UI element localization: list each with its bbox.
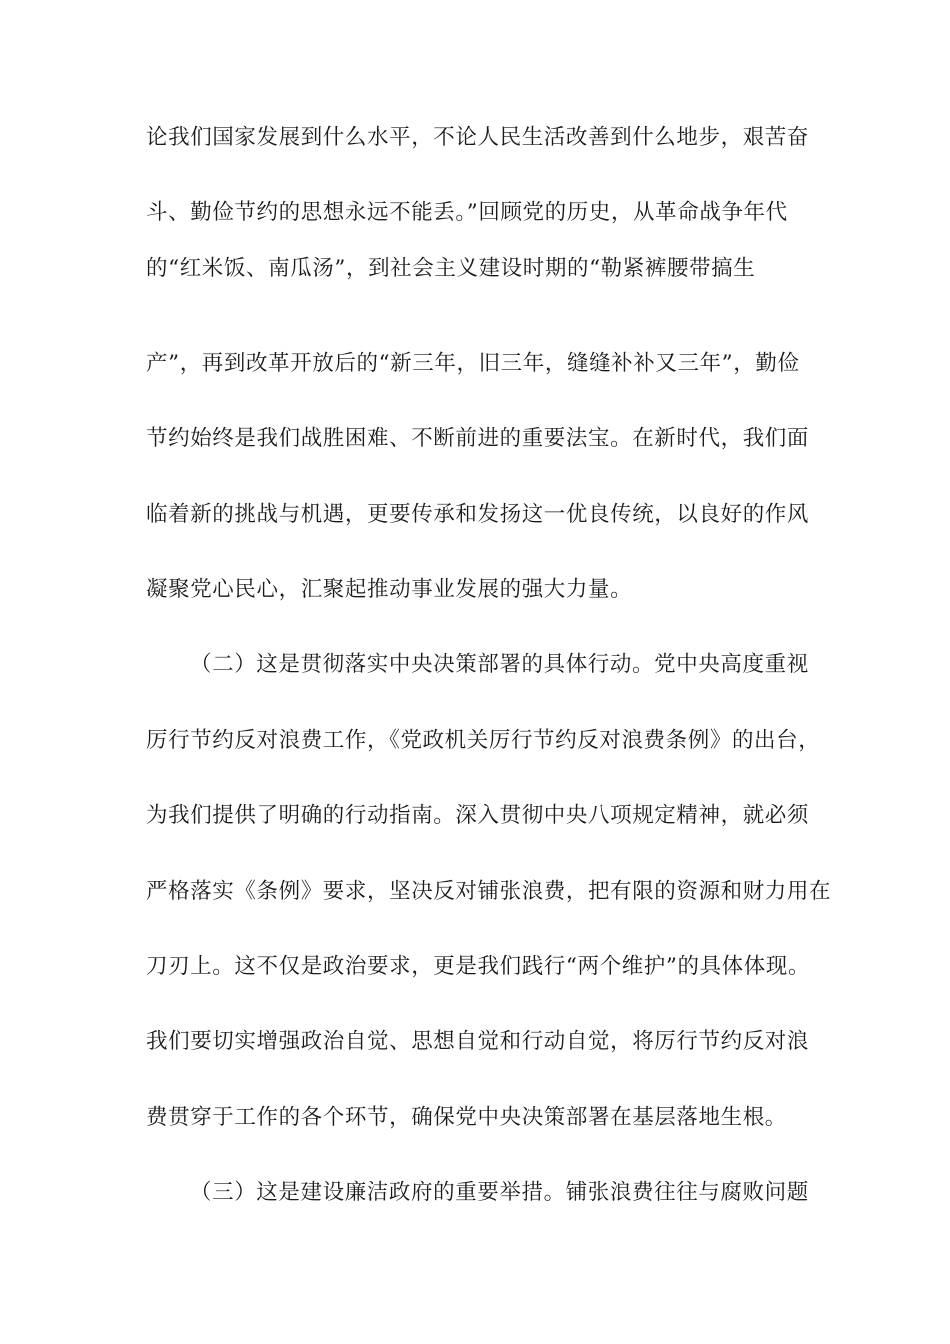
text-line-11: 严格落实《条例》要求，坚决反对铺张浪费，把有限的资源和财力用在 bbox=[146, 879, 832, 904]
text-line-4: 产”，再到改革开放后的“新三年，旧三年，缝缝补补又三年”，勤俭 bbox=[146, 351, 800, 376]
text-line-14: 费贯穿于工作的各个环节，确保党中央决策部署在基层落地生根。 bbox=[146, 1105, 787, 1130]
text-line-12: 刀刃上。这不仅是政治要求，更是我们践行“两个维护”的具体体现。 bbox=[146, 954, 811, 979]
paragraph-3-first-line: （三）这是建设廉洁政府的重要举措。铺张浪费往往与腐败问题 bbox=[190, 1180, 809, 1205]
text-line-7: 凝聚党心民心，汇聚起推动事业发展的强大力量。 bbox=[146, 577, 633, 602]
text-line-1: 论我们国家发展到什么水平，不论人民生活改善到什么地步，艰苦奋 bbox=[146, 125, 810, 150]
text-line-2: 斗、勤俭节约的思想永远不能丢。”回顾党的历史，从革命战争年代 bbox=[146, 200, 788, 225]
text-line-13: 我们要切实增强政治自觉、思想自觉和行动自觉，将厉行节约反对浪 bbox=[146, 1029, 810, 1054]
text-line-9: 厉行节约反对浪费工作，《党政机关厉行节约反对浪费条例》的出台， bbox=[146, 728, 821, 753]
text-line-6: 临着新的挑战与机遇，更要传承和发扬这一优良传统，以良好的作风 bbox=[146, 502, 810, 527]
text-line-5: 节约始终是我们战胜困难、不断前进的重要法宝。在新时代，我们面 bbox=[146, 426, 810, 451]
paragraph-2-first-line: （二）这是贯彻落实中央决策部署的具体行动。党中央高度重视 bbox=[190, 652, 809, 677]
text-line-3: 的“红米饭、南瓜汤”，到社会主义建设时期的“勒紧裤腰带搞生 bbox=[146, 256, 756, 281]
text-line-10: 为我们提供了明确的行动指南。深入贯彻中央八项规定精神，就必须 bbox=[146, 803, 810, 828]
